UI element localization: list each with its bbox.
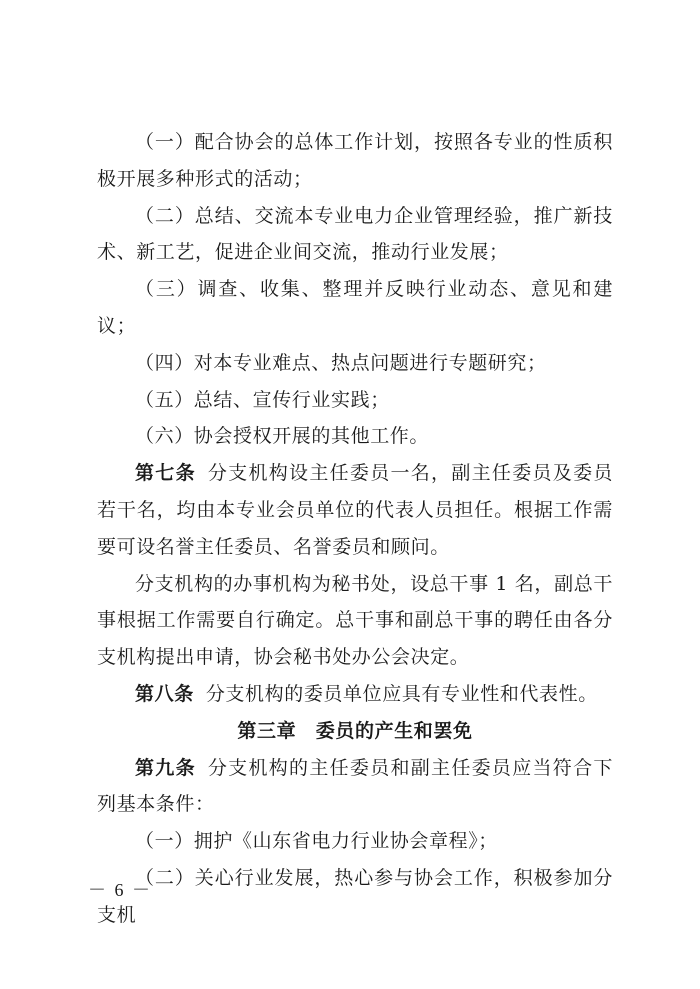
list-item-3-text: （三）调查、收集、整理并反映行业动态、意见和建议； <box>97 278 613 337</box>
list-item-4-text: （四）对本专业难点、热点问题进行专题研究； <box>135 351 547 374</box>
list-item-4 <box>97 345 613 382</box>
article-7-secretariat-paragraph <box>97 566 613 676</box>
list-item-6-text: （六）协会授权开展的其他工作。 <box>135 425 430 448</box>
chapter-heading: 第三章 委员的产生和罢免 <box>237 719 473 742</box>
article-8-text: 分支机构的委员单位应具有专业性和代表性。 <box>205 682 598 705</box>
article-7 <box>97 455 613 565</box>
list-item-5 <box>97 382 613 419</box>
list-item-2-text: （二）总结、交流本专业电力企业管理经验，推广新技术、新工艺，促进企业间交流，推动行业发展； <box>97 204 613 264</box>
list-item-5-text: （五）总结、宣传行业实践； <box>135 388 390 411</box>
list-item-2 <box>97 198 613 272</box>
article-8-label: 第八条 <box>135 682 194 705</box>
article-9 <box>97 750 613 824</box>
document-body <box>97 124 613 934</box>
condition-item-2 <box>97 860 613 934</box>
list-item-1 <box>97 124 613 198</box>
article-7-label: 第七条 <box>135 462 196 485</box>
article-9-label: 第九条 <box>135 756 196 779</box>
list-item-1-text: （一）配合协会的总体工作计划，按照各专业的性质积极开展多种形式的活动； <box>97 131 613 190</box>
article-7-text: 分支机构设主任委员一名，副主任委员及委员若干名，均由本专业会员单位的代表人员担任。根据工作需要可设名誉主任委员、名誉委员和顾问。 <box>97 462 613 558</box>
condition-item-1 <box>97 823 613 860</box>
page-number: － 6 － <box>88 880 152 900</box>
article-9-text: 分支机构的主任委员和副主任委员应当符合下列基本条件： <box>97 756 613 816</box>
list-item-6 <box>97 418 613 455</box>
secretariat-paragraph-text: 分支机构的办事机构为秘书处，设总干事 1 名，副总干事根据工作需要自行确定。总干事和副总干事的聘任由各分支机构提出申请，协会秘书处办公会决定。 <box>97 572 613 669</box>
article-8 <box>97 676 613 713</box>
condition-item-1-text: （一）拥护《山东省电力行业协会章程》； <box>135 830 498 853</box>
condition-item-2-text: （二）关心行业发展，热心参与协会工作，积极参加分支机 <box>97 866 613 926</box>
list-item-3 <box>97 271 613 345</box>
